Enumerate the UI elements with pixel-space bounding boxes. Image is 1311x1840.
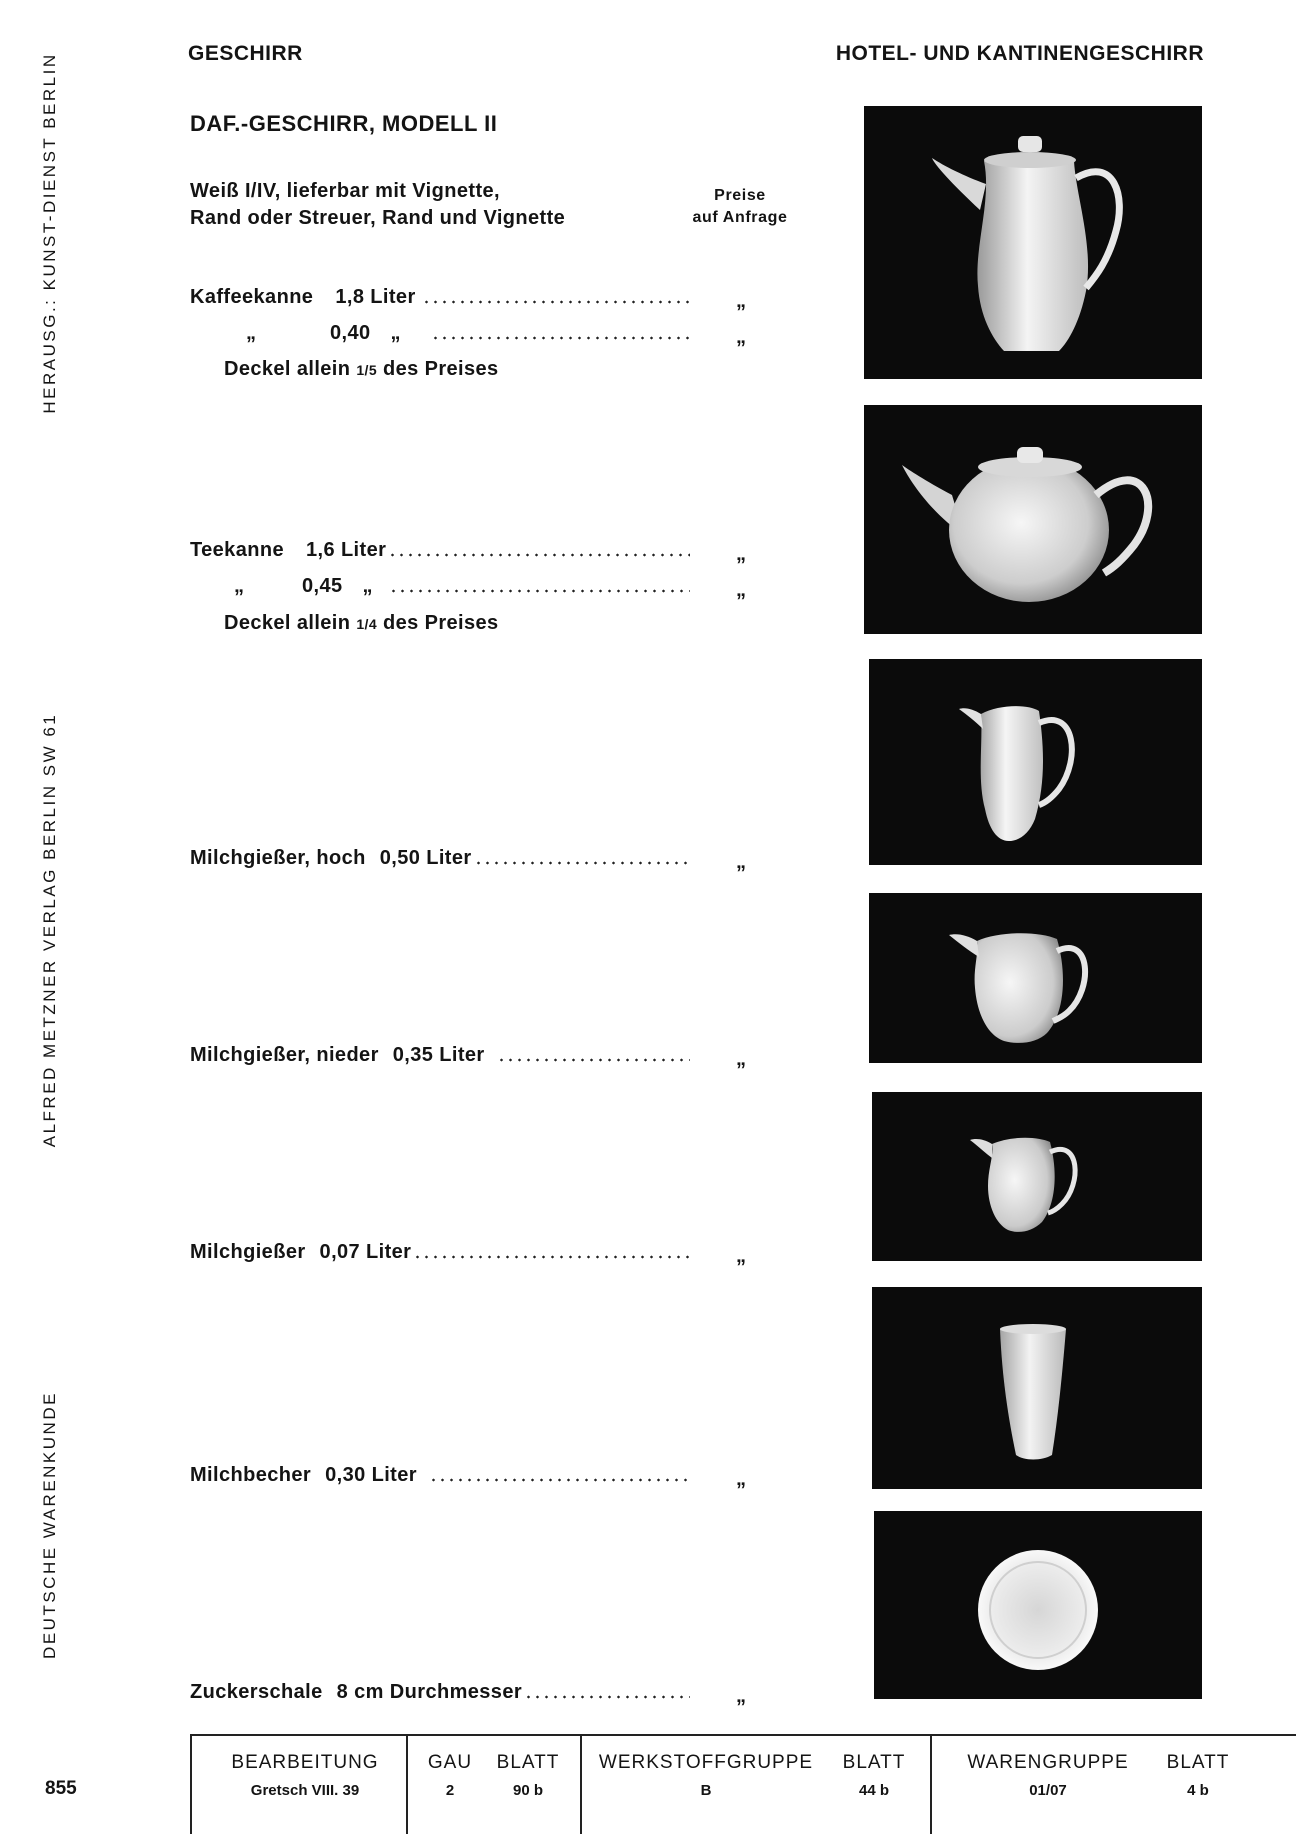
lid-note-text: des Preises xyxy=(377,358,499,380)
dot-leader xyxy=(388,553,690,557)
price-ditto: „ xyxy=(736,851,746,873)
item-sugar-bowl xyxy=(190,1677,690,1707)
price-ditto: „ xyxy=(736,1245,746,1267)
small-milk-jug-photo xyxy=(872,1092,1202,1261)
intro-line-1: Weiß I/IV, lieferbar mit Vignette, xyxy=(190,180,500,202)
section-title: GESCHIRR xyxy=(188,42,303,65)
item-name: Kaffeekanne xyxy=(190,285,314,308)
item-size: 0,35 Liter xyxy=(392,1043,485,1066)
price-ditto: „ xyxy=(736,579,746,601)
footer-divider xyxy=(406,1734,408,1834)
item-teapot-large xyxy=(190,535,690,565)
price-ditto: „ xyxy=(736,326,746,348)
dot-leader xyxy=(497,1058,690,1062)
werkstoffgruppe-value: B xyxy=(700,1782,712,1799)
footer-divider xyxy=(930,1734,932,1834)
bearbeitung-value: Gretsch VIII. 39 xyxy=(250,1782,360,1799)
intro-line-2: Rand oder Streuer, Rand und Vignette xyxy=(190,207,566,229)
milk-beaker-icon xyxy=(872,1287,1202,1489)
werkstoffgruppe-label: WERKSTOFFGRUPPE xyxy=(598,1752,814,1773)
price-note-line-2: auf Anfrage xyxy=(692,209,788,226)
blatt-label: BLATT xyxy=(1166,1752,1230,1773)
price-ditto: „ xyxy=(736,543,746,565)
item-name: Milchbecher xyxy=(190,1463,312,1486)
dot-leader xyxy=(524,1695,690,1699)
item-size: 0,30 Liter xyxy=(325,1463,417,1486)
page-number: 855 xyxy=(45,1778,77,1799)
item-name: Teekanne xyxy=(190,538,284,561)
lid-note-text: Deckel allein xyxy=(224,612,357,634)
bearbeitung-label: BEARBEITUNG xyxy=(231,1752,379,1773)
milk-jug-tall-icon xyxy=(869,659,1202,865)
milk-beaker-photo xyxy=(872,1287,1202,1489)
item-name: Zuckerschale xyxy=(190,1680,323,1703)
category-title: HOTEL- UND KANTINENGESCHIRR xyxy=(835,42,1204,65)
item-milk-beaker xyxy=(190,1460,690,1490)
price-ditto: „ xyxy=(736,290,746,312)
item-size: 0,07 Liter xyxy=(319,1240,412,1263)
footer-top-rule xyxy=(190,1734,1296,1736)
dot-leader xyxy=(422,300,690,304)
blatt-value: 44 b xyxy=(858,1782,889,1799)
item-coffee-pot-large xyxy=(190,282,690,312)
name-ditto: „ xyxy=(246,321,257,344)
gau-value: 2 xyxy=(445,1782,455,1799)
item-milk-jug-tall xyxy=(190,843,690,873)
name-ditto: „ xyxy=(234,574,245,597)
sugar-bowl-icon xyxy=(874,1511,1202,1699)
blatt-label: BLATT xyxy=(842,1752,906,1773)
item-coffee-pot-small xyxy=(190,318,690,348)
publisher-credit: HERAUSG.: KUNST-DIENST BERLIN xyxy=(40,52,59,414)
blatt-value: 4 b xyxy=(1187,1782,1209,1799)
milk-jug-small-icon xyxy=(872,1092,1202,1261)
price-note-line-1: Preise xyxy=(714,187,766,204)
dot-leader xyxy=(431,336,690,340)
item-milk-jug-small xyxy=(190,1237,690,1267)
warengruppe-label: WARENGRUPPE xyxy=(967,1752,1129,1773)
publisher-address: ALFRED METZNER VERLAG BERLIN SW 61 xyxy=(40,712,59,1148)
coffee-pot-photo xyxy=(864,106,1202,379)
low-milk-jug-photo xyxy=(869,893,1202,1063)
dot-leader xyxy=(413,1255,690,1259)
dot-leader xyxy=(474,861,690,865)
tall-milk-jug-photo xyxy=(869,659,1202,865)
coffee-pot-icon xyxy=(864,106,1202,379)
dot-leader xyxy=(429,1478,690,1482)
lid-note-text: Deckel allein xyxy=(224,358,357,380)
item-name: Milchgießer, nieder xyxy=(190,1043,379,1066)
product-title: DAF.-GESCHIRR, MODELL II xyxy=(190,111,498,136)
blatt-label: BLATT xyxy=(496,1752,560,1773)
lid-note-text: des Preises xyxy=(377,612,499,634)
item-name: Milchgießer, hoch xyxy=(190,846,366,869)
lid-fraction: 1/4 xyxy=(356,616,378,632)
price-ditto: „ xyxy=(736,1685,746,1707)
item-size: 1,6 Liter xyxy=(305,538,387,561)
item-size: 0,50 Liter xyxy=(379,846,472,869)
footer-divider xyxy=(190,1734,192,1834)
teapot-icon xyxy=(864,405,1202,634)
lid-fraction: 1/5 xyxy=(356,362,378,378)
item-teapot-small xyxy=(190,571,690,601)
item-size: 1,8 Liter xyxy=(335,285,416,308)
price-ditto: „ xyxy=(736,1468,746,1490)
warengruppe-value: 01/07 xyxy=(1029,1782,1067,1799)
sugar-bowl-photo xyxy=(874,1511,1202,1699)
milk-jug-low-icon xyxy=(869,893,1202,1063)
dot-leader xyxy=(389,589,690,593)
item-milk-jug-low xyxy=(190,1040,690,1070)
lid-note-coffee xyxy=(224,358,499,381)
item-size: 0,40 xyxy=(330,321,371,344)
unit-ditto: „ xyxy=(362,574,373,597)
price-ditto: „ xyxy=(736,1048,746,1070)
gau-label: GAU xyxy=(427,1752,473,1773)
item-size: 0,45 xyxy=(302,574,343,597)
item-name: Milchgießer xyxy=(190,1240,306,1263)
item-size: 8 cm Durchmesser xyxy=(336,1680,523,1703)
teapot-photo xyxy=(864,405,1202,634)
unit-ditto: „ xyxy=(390,321,401,344)
lid-note-tea xyxy=(224,612,499,635)
blatt-value: 90 b xyxy=(512,1782,543,1799)
series-title: DEUTSCHE WARENKUNDE xyxy=(40,1391,59,1659)
footer-divider xyxy=(580,1734,582,1834)
